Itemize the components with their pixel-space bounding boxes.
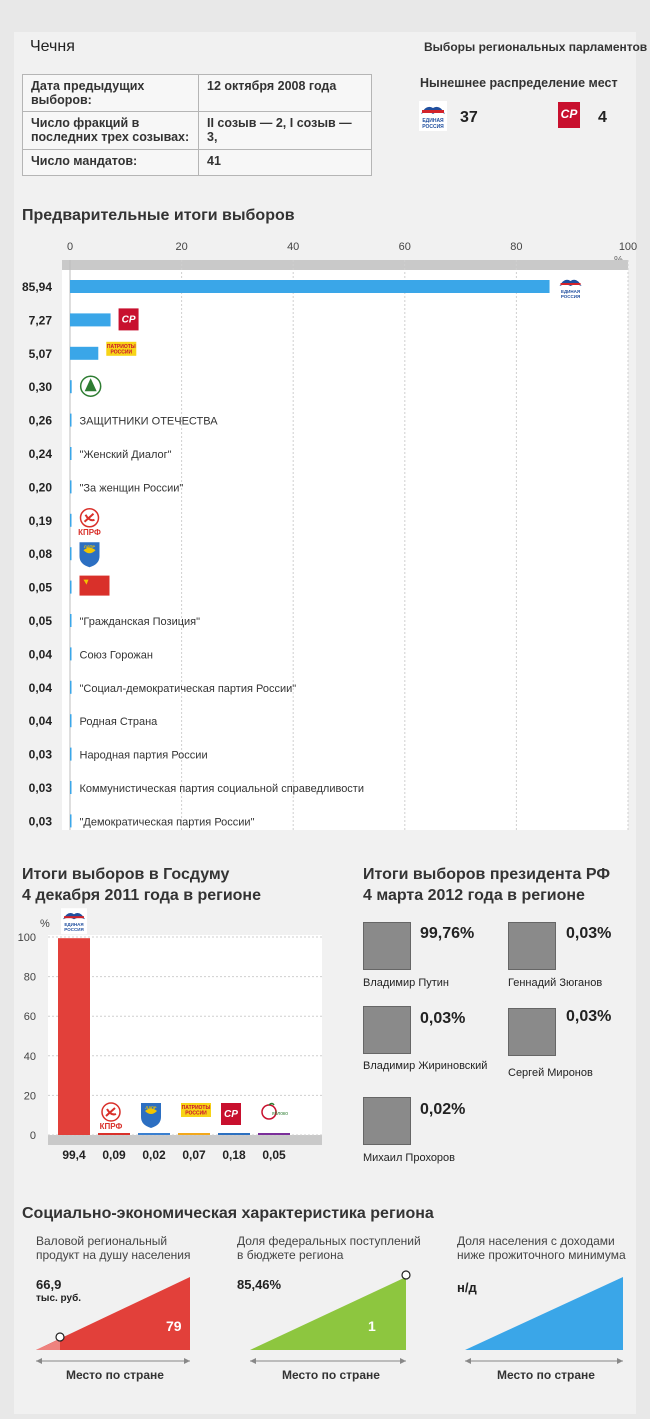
value-label: 7,27	[28, 313, 52, 328]
er-logo-text: ЕДИНАЯ	[422, 118, 444, 124]
value-label: 0,30	[28, 380, 52, 395]
patriots-logo-icon	[181, 1103, 211, 1117]
rank-label: Место по стране	[66, 1368, 164, 1382]
tick-label: 80	[510, 241, 523, 253]
bar	[70, 480, 72, 493]
category-label: Родная Страна	[79, 716, 158, 729]
plot-footer-band	[48, 1135, 322, 1145]
eco-rank: 1	[368, 1318, 376, 1334]
er-logo-icon	[61, 908, 87, 934]
logo-text: КПРФ	[78, 527, 101, 537]
bar	[70, 581, 72, 594]
value-label: 0,03	[28, 747, 52, 762]
logo-text: ПАТРИОТЫ	[181, 1105, 211, 1111]
info-row	[23, 112, 372, 150]
er-logo-icon	[558, 275, 584, 301]
candidate-pct: 0,02%	[420, 1101, 466, 1118]
eco-value: н/д	[457, 1280, 477, 1295]
logo-stripe	[561, 283, 581, 285]
logo-text: КПРФ	[99, 1122, 123, 1131]
bar	[70, 380, 72, 393]
gosduma-unit: %	[40, 918, 50, 930]
value-label: 0,07	[182, 1148, 206, 1162]
candidate-pct: 0,03%	[420, 1010, 466, 1027]
seat-count-sr: 4	[598, 109, 607, 126]
rank-label: Место по стране	[282, 1368, 380, 1382]
president-title-2: 4 марта 2012 года в регионе	[363, 887, 585, 904]
logo-text: РОССИЯ	[64, 927, 84, 933]
candidate-photo	[363, 1006, 411, 1054]
candidate-photo	[363, 922, 411, 970]
logo-text: ЕДИНАЯ	[560, 289, 581, 294]
eco-label: в бюджете региона	[237, 1248, 344, 1262]
value-label: 5,07	[28, 346, 52, 361]
plot-header-band	[62, 260, 628, 270]
bar	[138, 1133, 170, 1135]
seats-title: Нынешнее распределение мест	[420, 76, 618, 90]
value-label: 0,19	[28, 513, 52, 528]
green-logo-icon	[81, 376, 101, 396]
category-label: ЗАЩИТНИКИ ОТЕЧЕСТВА	[79, 415, 218, 428]
value-label: 0,20	[28, 480, 52, 495]
tick-label: 80	[23, 971, 36, 984]
value-label: 0,04	[28, 680, 52, 695]
logo-text: РОССИЯ	[560, 294, 581, 299]
candidate-photo	[508, 1008, 556, 1056]
value-label: 0,03	[28, 814, 52, 829]
seat-count-er: 37	[460, 109, 478, 126]
bar	[70, 647, 72, 660]
value-label: 0,26	[28, 413, 52, 428]
patriots-logo-icon	[106, 342, 136, 356]
logo-text: СР	[224, 1109, 238, 1120]
logo-text: яблоко	[271, 1111, 289, 1117]
logo-text: ЛДПР	[145, 1105, 157, 1110]
info-table	[22, 74, 372, 176]
candidate-photo	[363, 1097, 411, 1145]
bar	[70, 781, 72, 794]
value-label: 0,18	[222, 1148, 246, 1162]
value-label: 99,4	[62, 1148, 86, 1162]
value-label: 0,03	[28, 781, 52, 795]
eco-label: продукт на душу населения	[36, 1248, 191, 1262]
logo-text: ПАТРИОТЫ	[106, 343, 136, 350]
logo-flag	[80, 576, 110, 596]
sr-logo-icon	[221, 1103, 241, 1125]
value-label: 0,09	[102, 1148, 126, 1162]
logo-text: ЕДИНАЯ	[64, 922, 84, 928]
bar	[70, 280, 550, 293]
eco-value: 85,46%	[237, 1277, 282, 1292]
info-value: 41	[199, 150, 372, 176]
tick-label: 100	[618, 241, 638, 253]
economy-title: Социально-экономическая характеристика региона	[22, 1205, 434, 1222]
value-label: 0,02	[142, 1148, 166, 1162]
tick-label: 40	[23, 1050, 36, 1063]
category-label: "Женский Диалог"	[79, 449, 172, 461]
bar	[70, 313, 111, 326]
bar	[70, 447, 72, 460]
header-subtitle: Выборы региональных парламентов	[424, 40, 648, 54]
logo-text: РОССИИ	[110, 349, 133, 356]
info-key: Дата предыдущих выборов:	[23, 75, 199, 112]
category-label: "За женщин России"	[79, 482, 184, 495]
logo-stripe	[64, 916, 84, 918]
bar	[70, 414, 72, 427]
candidate-name: Геннадий Зюганов	[508, 977, 603, 989]
candidate-photo	[508, 922, 556, 970]
eco-label: Доля федеральных поступлений	[237, 1234, 421, 1248]
bar	[70, 347, 98, 360]
candidate-name: Михаил Прохоров	[363, 1152, 456, 1164]
eco-value: 66,9	[36, 1277, 62, 1292]
region-title: Чечня	[30, 38, 75, 55]
value-label: 0,04	[28, 714, 52, 729]
bar	[70, 547, 72, 560]
sr-logo-text: СР	[560, 107, 578, 121]
bar	[218, 1133, 250, 1135]
value-label: 0,08	[28, 547, 52, 562]
tick-label: 0	[29, 1130, 36, 1142]
info-value: II созыв — 2, I созыв — 3,	[199, 112, 372, 150]
bar	[70, 714, 72, 727]
candidate-pct: 99,76%	[420, 925, 475, 942]
info-row	[23, 75, 372, 112]
category-label: Народная партия России	[79, 749, 208, 762]
er-logo-icon	[418, 100, 448, 137]
tick-label: 40	[287, 241, 300, 253]
bar	[98, 1133, 130, 1135]
prelim-title: Предварительные итоги выборов	[22, 207, 295, 224]
bar	[70, 614, 72, 627]
tick-label: 20	[175, 241, 188, 253]
value-label: 0,05	[262, 1148, 286, 1162]
kprf-logo-icon	[100, 1103, 123, 1131]
er-logo-text: РОССИЯ	[422, 124, 444, 130]
eco-marker	[56, 1333, 64, 1341]
tick-label: 0	[66, 241, 74, 253]
bar	[58, 938, 90, 1135]
candidate-name: Сергей Миронов	[508, 1067, 593, 1079]
category-label: "Социал-демократическая партия России"	[79, 682, 297, 695]
info-row	[23, 150, 372, 176]
info-key: Число фракций в последних трех созывах:	[23, 112, 199, 150]
value-label: 0,24	[28, 447, 52, 461]
rank-label: Место по стране	[497, 1368, 595, 1382]
economy-graphics	[0, 1265, 650, 1375]
ldpr-logo-icon	[80, 542, 100, 567]
president-title-1: Итоги выборов президента РФ	[363, 866, 610, 883]
category-label: Союз Горожан	[79, 649, 153, 662]
gosduma-title-2: 4 декабря 2011 года в регионе	[22, 887, 261, 904]
eco-triangle-poverty	[465, 1277, 623, 1350]
value-label: 0,04	[28, 647, 52, 662]
candidate-name: Владимир Жириновский	[363, 1060, 488, 1072]
category-label: Коммунистическая партия социальной справедливости	[79, 783, 364, 795]
eco-value-unit: тыс. руб.	[36, 1293, 82, 1304]
info-key: Число мандатов:	[23, 150, 199, 176]
sr-logo-icon	[119, 308, 139, 330]
eco-label: Доля населения с доходами	[457, 1234, 615, 1248]
bar	[178, 1133, 210, 1135]
gosduma-title-1: Итоги выборов в Госдуму	[22, 866, 230, 883]
sr-logo-icon	[556, 100, 582, 135]
eco-marker	[402, 1271, 410, 1279]
eco-label: Валовой региональный	[36, 1234, 168, 1248]
eco-rank: 79	[166, 1318, 182, 1334]
flag-logo-icon	[80, 576, 110, 596]
candidate-name: Владимир Путин	[363, 977, 449, 989]
candidate-pct: 0,03%	[566, 925, 612, 942]
gosduma-chart	[0, 905, 340, 1170]
logo-text: СР	[121, 314, 136, 326]
ldpr-logo-icon	[141, 1103, 161, 1128]
tick-label: 60	[398, 241, 411, 253]
info-value: 12 октября 2008 года	[199, 75, 372, 112]
value-label: 0,05	[28, 580, 52, 595]
kprf-logo-icon	[78, 509, 101, 537]
value-label: 0,05	[28, 614, 52, 628]
tick-label: 100	[17, 932, 36, 944]
bar	[70, 681, 72, 694]
tick-label: 60	[23, 1011, 36, 1024]
bar	[258, 1133, 290, 1135]
category-label: "Демократическая партия России"	[79, 816, 255, 829]
plot-area	[62, 260, 628, 830]
value-label: 85,94	[21, 280, 52, 294]
eco-label: ниже прожиточного минимума	[457, 1248, 626, 1262]
bar	[70, 814, 72, 827]
category-label: "Гражданская Позиция"	[79, 616, 201, 628]
candidate-pct: 0,03%	[566, 1008, 612, 1025]
prelim-chart	[0, 235, 650, 845]
logo-text: РОССИИ	[185, 1110, 207, 1117]
logo-text: ЛДПР	[83, 544, 96, 550]
tick-label: 20	[23, 1090, 36, 1103]
bar	[70, 514, 72, 527]
bar	[70, 748, 72, 761]
